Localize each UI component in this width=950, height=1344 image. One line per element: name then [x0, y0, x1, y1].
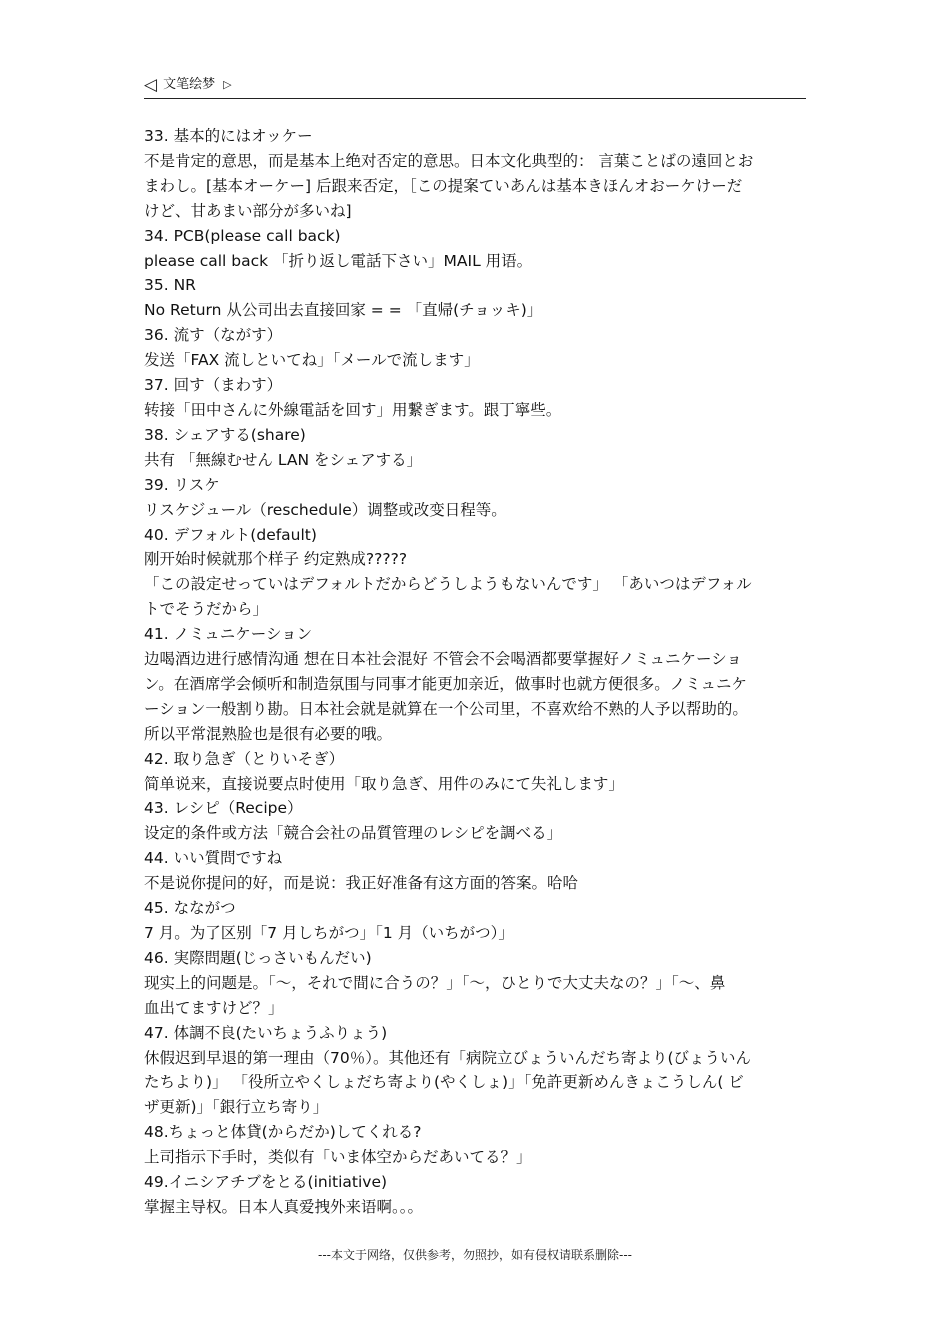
text-line: 简单说来，直接说要点时使用「取り急ぎ、用件のみにて失礼します」 — [144, 774, 624, 793]
text-line: 转接「田中さんに外線電話を回す」用繋ぎます。跟丁寧些。 — [144, 400, 562, 419]
text-line: 刚开始时候就那个样子 约定熟成????? — [144, 550, 408, 569]
text-line: 45. なながつ — [144, 899, 236, 918]
text-line: 上司指示下手时，类似有「いま体空からだあいてる？」 — [144, 1148, 532, 1167]
text-line: ーション一般割り勘。日本社会就是就算在一个公司里，不喜欢给不熟的人予以帮助的。 — [144, 699, 748, 718]
text-line: 现实上的问题是。「～，それで間に合うの？」「～，ひとりで大丈夫なの？」「～、鼻 — [144, 973, 726, 992]
text-line: 不是肯定的意思，而是基本上绝对否定的意思。日本文化典型的： 言葉ことばの遠回とお — [144, 151, 754, 170]
text-line: 37. 回す（まわす） — [144, 376, 283, 395]
triangle-left-icon[interactable]: ◁ — [144, 75, 158, 95]
text-line: 设定的条件或方法「競合会社の品質管理のレシピを調べる」 — [144, 824, 563, 843]
text-line: 40. デフォルト(default) — [144, 525, 317, 544]
text-line: ザ更新)」「銀行立ち寄り」 — [144, 1098, 329, 1117]
text-line: 42. 取り急ぎ（とりいそぎ） — [144, 749, 345, 768]
text-line: 休假迟到早退的第一理由（70％）。其他还有「病院立びょういんだち寄より(びょういん — [144, 1048, 752, 1067]
text-line: 所以平常混熟脸也是很有必要的哦。 — [144, 724, 393, 743]
text-line: 35. NR — [144, 276, 196, 295]
text-line: No Return 从公司出去直接回家 = = 「直帰(チョッキ)」 — [144, 301, 543, 320]
text-line: 33. 基本的にはオッケー — [144, 127, 313, 145]
text-line: トでそうだから」 — [144, 600, 269, 619]
text-line: たちより)」 「役所立やくしょだち寄より(やくしょ)」「免許更新めんきょこうしん( ビ — [144, 1073, 744, 1092]
text-line: 44. いい質問ですね — [144, 849, 283, 868]
text-line: 43. レシピ（Recipe） — [144, 799, 303, 818]
text-line: 39. リスケ — [144, 475, 220, 494]
text-line: please call back 「折り返し電話下さい」MAIL 用语。 — [144, 251, 533, 270]
text-line: ン。在酒席学会倾听和制造氛围与同事才能更加亲近，做事时也就方便很多。ノミュニケ — [144, 674, 747, 693]
page-footer: ---本文于网络，仅供参考，勿照抄，如有侵权请联系删除--- — [318, 1248, 632, 1262]
text-line: 掌握主导权。日本人真爱拽外来语啊。。。 — [144, 1197, 424, 1216]
text-line: 血出てますけど？」 — [144, 998, 284, 1017]
text-line: 41. ノミュニケーション — [144, 625, 313, 644]
text-line: 47. 体調不良(たいちょうふりょう) — [144, 1023, 388, 1042]
text-line: 49.イニシアチブをとる(initiative) — [144, 1173, 388, 1192]
header-title: 文笔绘梦 — [163, 77, 216, 92]
text-line: 不是说你提问的好，而是说：我正好准备有这方面的答案。哈哈 — [144, 874, 579, 893]
triangle-right-icon[interactable]: ▷ — [223, 78, 232, 91]
text-line: 共有 「無線むせん LAN をシェアする」 — [144, 450, 423, 469]
text-line: 7 月。为了区别「7 月しちがつ」「1 月（いちがつ）」 — [144, 924, 514, 942]
text-line: 38. シェアする(share) — [144, 425, 306, 444]
text-line: 边喝酒边进行感情沟通 想在日本社会混好 不管会不会喝酒都要掌握好ノミュニケーショ — [144, 650, 742, 669]
text-line: 发送「FAX 流しといてね」「メールで流します」 — [144, 351, 480, 370]
document-body — [144, 124, 808, 1220]
text-line: 48.ちょっと体貸(からだか)してくれる? — [144, 1123, 422, 1142]
text-line: 「この設定せっていはデフォルトだからどうしようもないんです」 「あいつはデフォル — [144, 575, 752, 594]
text-line: 46. 実際問題(じっさいもんだい) — [144, 948, 372, 967]
text-line: まわし。[基本オーケー] 后跟来否定，［この提案ていあんは基本きほんオおーケけーだ — [144, 176, 743, 195]
text-line: 36. 流す（ながす） — [144, 326, 283, 345]
text-line: リスケジュール（reschedule）调整或改变日程等。 — [144, 500, 507, 519]
text-line: 34. PCB(please call back) — [144, 226, 341, 245]
text-line: けど、甘あまい部分が多いね] — [144, 201, 352, 220]
page-header — [144, 72, 806, 99]
